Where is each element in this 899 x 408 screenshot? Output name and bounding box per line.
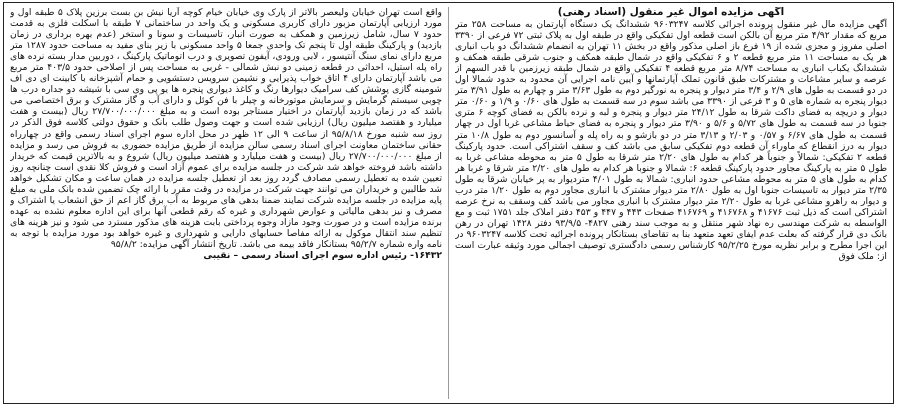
notice-signature: ۱۶۴۳۲- رئیس اداره سوم اجرای اسناد رسمی – نقیبی <box>203 250 442 262</box>
notice-left-column <box>10 7 442 399</box>
notice-title: آگهی مزایده اموال غیر منقول (اسناد رهنی) <box>557 7 785 18</box>
column-divider <box>448 7 449 399</box>
notice-body-part-1: آگهی مزایده مال غیر منقول پرونده اجرائی کلاسه ۹۶۰۳۲۴۷ ششدانگ یک دستگاه آپارتمان به مساحت ۲۵۸ متر مربع که مقدار ۴/۹۲ متر مربع آن بالکن است قطعه اول تفکیکی واقع در طبقه اول به پلاک ثبتی ۷۲ فرعی از ۳۳۹۰ اصلی مفروز و مجزی شده از ۱۹ فرع باز اصلی مذکور واقع در بخش ۱۱ تهران به انضمام ششدانگ دو باب انباری هر یک به مساحت ۱۱ متر مربع قطعه ۲ و ۶ تفکیکی واقع در شمال طبقه همکف و جنوب شرقی طبقه همکف و ششدانگ یکباب انباری به مساحت ۸/۷۴ متر مربع قطعه ۴ تفکیکی واقع در شمال طبقه زیرزمین با قدر السهم از عرصه و سایر مشاعات و مشترکات طبق قانون تملک آپارتمانها و آیین نامه اجرایی آن محدود به حدود شمالا اول در دو قسمت به طول های ۲/۹ و ۳/۴ متر دیوار و پنجره به نورگیر دوم به طول ۳/۶۳ متر و چهارم به طول ۳/۹۱ متر دیوار پنجره به شماره های ۵ و ۳ فرعی از ۳۳۹۰ می باشد سوم در سه قسمت به طول های ۰/۶۰ و ۱/۹ و ۰/۶۰ متر دیوار و دریچه به فضای داکت شرقا به طول ۲۴/۱۲ متر دیوار و پنجره و لبه و نرده بالکن به فضای کوچه ۶ متری جنوبا در سه قسمت به طول های ۵/۷۲ و ۵/۶ و ۳/۹۰ متر دیوار و پنجره به فضای حیاط مشاعی غربا اول در چهار قسمت به طول های ۶/۶۷ و ۰/۵۷ و ۲/۰۳ و ۳/۱۳ متر در دو بازشو و به راه پله و آسانسور دوم به طول ۱۰/۸ متر دیوار به درز انقطاع که ماوراء آن قطعه دوم تفکیکی سابق می باشد کف و سقف اشتراکی است. حدود پارکینگ قطعه ۲ تفکیکی: شمالاً و جنوباً هر کدام به طول های ۲/۲۰ متر شرقا به طول ۵ متر به محوطه مشاعی غربا به طول ۵ متر به پارکینگ مجاور حدود پارکینگ قطعه ۶: شمالا و جنوبا هر کدام به طول های ۲/۲۰ متر شرقا و غربا هر کدام به طول های ۵ متر به محوطه مشاعی حدود انباری: شمالا به طول ۴/۰۱ متردیوار به پر خیابان شرقا به طول ۲/۳۵ متر دیوار به تاسیسات جنوبا اول به طول ۲/۸۰ متر دیوار مشترک با انباری مجاور دوم به طول ۱/۲۰ متر درب و دیوار به راهرو مشاعی غربا به طول ۲/۲۰ متر دیوار مشترک با انباری مجاور می باشد کف وسقف به نرخ عرصه اشتراکی است که ذیل ثبت ۴۱۶۷۶ و ۴۱۶۷۶۸ و ۴۱۶۷۶۹ صفحات ۴۴۳ و ۴۴۷ و ۴۵۳ دفتر املاک جلد ۱۷۵۱ ثبت و مع الواسطه به شرکت مهندسی ره نهاد شهر منتقل و به موجب سند رهنی ۴۸۲۷- ۹۳/۹/۵ دفتر ۱۴۲۸ تهران در رهن بانک دی قرار گرفته که بعلت عدم ایفای تعهد متعهد بنا به تقاضای بستانکار پرونده اجرائیه تحت کلاسه ۹۶۰۳۲۴۷ در این اجرا مطرح و برابر نظریه مورخ ۹۵/۲/۲۵ کارشناس رسمی دادگستری توصیف اجمالی مورد وثیقه عبارت است از: ملک فوق <box>455 19 887 263</box>
notice-frame <box>3 2 894 404</box>
notice-body-part-2: واقع است تهران خیابان ولیعصر بالاتر از پارک وی خیابان خیام کوچه آریا نیش بن بست برزین پلاک ۵ طبقه اول و مورد ارزیابی آپارتمان مزبور دارای کاربری مسکونی و یک واحد در ساختمانی ۷ طبقه با اسکلت فلزی به قدمت حدود ۷ سال، شامل زیرزمین و همکف به صورت انبار، تاسیسات و سونا و استخر (عدم بهره برداری در زمان بازدید) و پارکینگ طبقه اول تا پنجم تک واحدی جمعا ۵ واحد مسکونی با زیر بنای مفید به مساحت حدود ۱۲۸۷ متر مربع دارای نمای سنگ آنتیسور ، لابی ورودی، آیفون تصویری و درب اتوماتیک پارکینگ ، دوربین مدار بسته نرده های راه پله استیل، احداثی در قطعه زمینی دو نبش شمالی - غربی به مساحت پس از اصلاحی حدود ۴۰۳/۵ متر مربع می باشد آپارتمان دارای ۴ اتاق خواب پذیرایی و نشیمن سرویس دستشویی و حمام آشپزخانه با کابینت ای دی اف شومینه گازی پوشش کف سرامیک دیوارها رنگ و کاغذ دیواری پنجره ها یو پی وی سی با شیشه دو جداره درب ها چوبی سیستم گرمایش و سرمایش موتورخانه و چیلر با فن کوئل و دارای آب و گاز مشترک و برق اختصاصی می باشد که در زمان بازدید آپارتمان در اختیار مستاجر بوده است و به مبلغ ۲۷/۷۰۰/۰۰۰/۰۰۰ ریال (بیست و هفت میلیارد و هفتصد میلیون ریال) ارزیابی شده است و جهت وصول طلب بانک و حقوق دولتی کلاسه فوق الذکر در روز سه شنبه مورخ ۹۵/۸/۱۸ از ساعت ۹ الی ۱۲ ظهر در محل اداره سوم اجرای اسناد رسمی واقع در چهارراه حقانی ساختمان معاونت اجرای اسناد رسمی سالن مزایده از طریق مزایده حضوری به فروش می رسد و مزایده از مبلغ ۲۷/۷۰۰/۰۰۰/۰۰۰ ریال (بیست و هفت میلیارد و هفتصد میلیون ریال) شروع و به بالاترین قیمت که خریدار داشته باشد فروخته خواهد شد شرکت در جلسه مزایده برای عموم آزاد است و فروش کلا نقدی است چنانچه روز تعیین شده به تعطیل رسمی مصادف گردد روز بعد از تعطیل جلسه مزایده در همان ساعت و مکان تشکیل خواهد شد طالبین و خریداران می توانند جهت شرکت در مزایده در وقت مقرر با ارائه چک تضمین شده بانک ملی به مبلغ پایه مزایده در جلسه مزایده شرکت نمایند ضمنا بدهی های مربوط به آب برق گاز اعم از حق انشعاب یا اشتراک و مصرف و نیز بدهی مالیاتی و عوارض شهرداری و غیره که رقم قطعی آنها برای این اداره معلوم نشده به عهده برنده مزایده است و در صورت وجود مازاد وجوه پرداختی بابت هزینه های مذکور مسترد می شود و نیز هزینه های تنظیم سند انتقال موکول به ارائه مفاصا حسابهای دارایی و شهرداری و غیره خواهد بود مورد مزایده با توجه به نامه واره شماره ۹۵/۲/۷ بستانکار فاقد بیمه می باشد. تاریخ انتشار آگهی مزایده: ۹۵/۸/۲ <box>10 7 442 250</box>
notice-right-column <box>455 7 887 399</box>
